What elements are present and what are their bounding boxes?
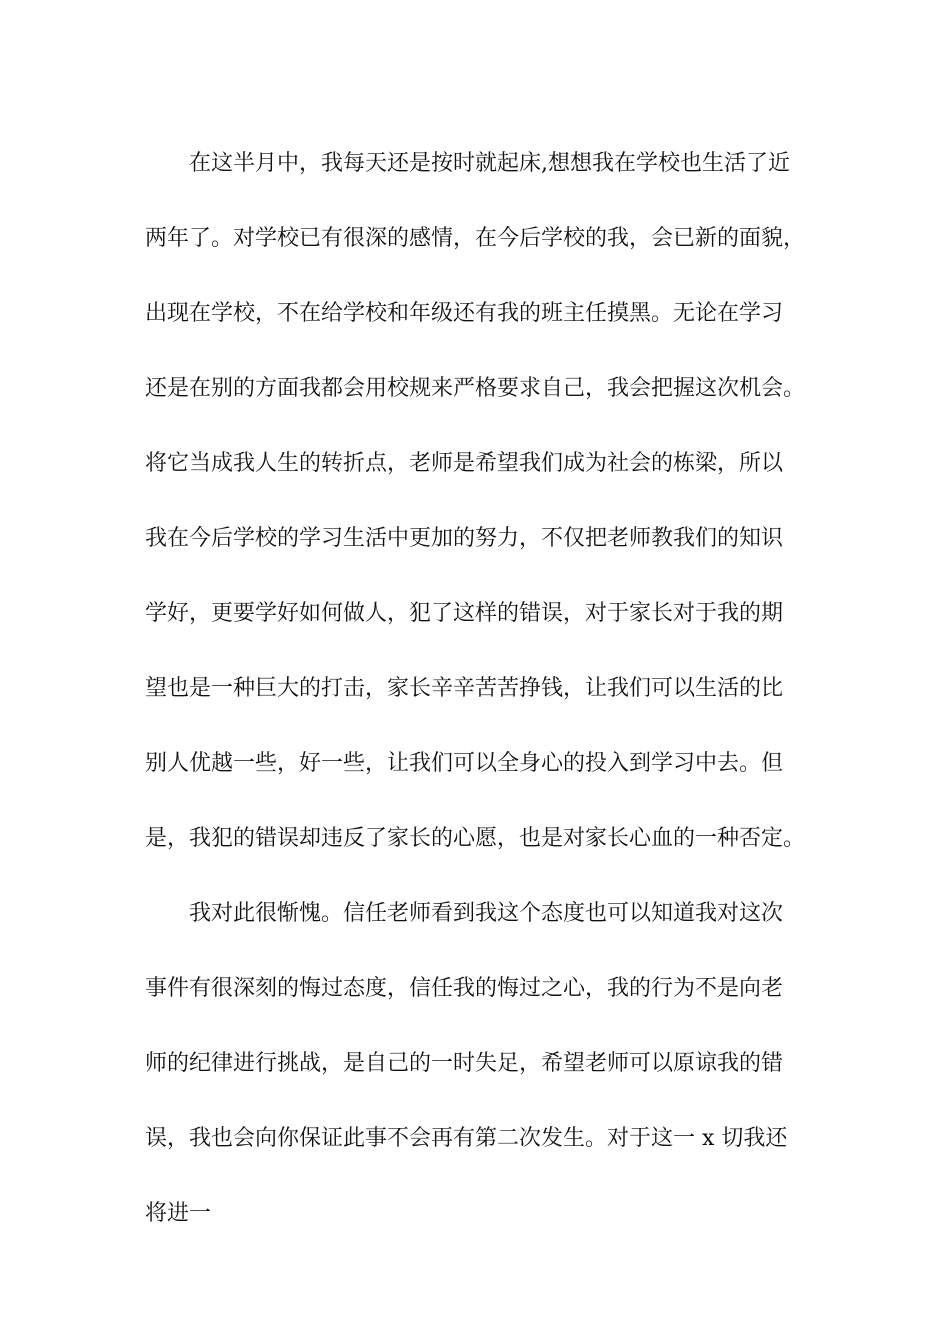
paragraph-2-line-3: 师的纪律进行挑战，是自己的一时失足，希望老师可以原谅我的错	[145, 1051, 784, 1076]
paragraph-1-line-2: 两年了。对学校已有很深的感情，在今后学校的我，会已新的面貌，	[145, 226, 805, 251]
paragraph-1-line-8: 望也是一种巨大的打击，家长辛辛苦苦挣钱，让我们可以生活的比	[145, 676, 784, 701]
paragraph-1-line-3: 出现在学校，不在给学校和年级还有我的班主任摸黑。无论在学习	[145, 301, 784, 326]
paragraph-1-line-10: 是，我犯的错误却违反了家长的心愿，也是对家长心血的一种否定。	[145, 826, 805, 851]
document-body	[145, 126, 805, 1251]
paragraph-1-line-5: 将它当成我人生的转折点，老师是希望我们成为社会的栋梁，所以	[145, 451, 784, 476]
paragraph-1-line-1: 在这半月中，我每天还是按时就起床,想想我在学校也生活了近	[189, 151, 790, 176]
paragraph-2-line-5: 将进一	[145, 1201, 212, 1226]
paragraph-2-line-1: 我对此很惭愧。信任老师看到我这个态度也可以知道我对这次	[189, 901, 784, 926]
paragraph-1-line-6: 我在今后学校的学习生活中更加的努力，不仅把老师教我们的知识	[145, 526, 784, 551]
paragraph-1-line-7: 学好，更要学好如何做人，犯了这样的错误，对于家长对于我的期	[145, 601, 784, 626]
paragraph-1-line-9: 别人优越一些，好一些，让我们可以全身心的投入到学习中去。但	[145, 751, 784, 776]
paragraph-2-line-2: 事件有很深刻的悔过态度，信任我的悔过之心，我的行为不是向老	[145, 976, 784, 1001]
paragraph-2-line-4: 误，我也会向你保证此事不会再有第二次发生。对于这一 x 切我还	[145, 1126, 788, 1151]
paragraph-1-line-4: 还是在别的方面我都会用校规来严格要求自己，我会把握这次机会。	[145, 376, 805, 401]
